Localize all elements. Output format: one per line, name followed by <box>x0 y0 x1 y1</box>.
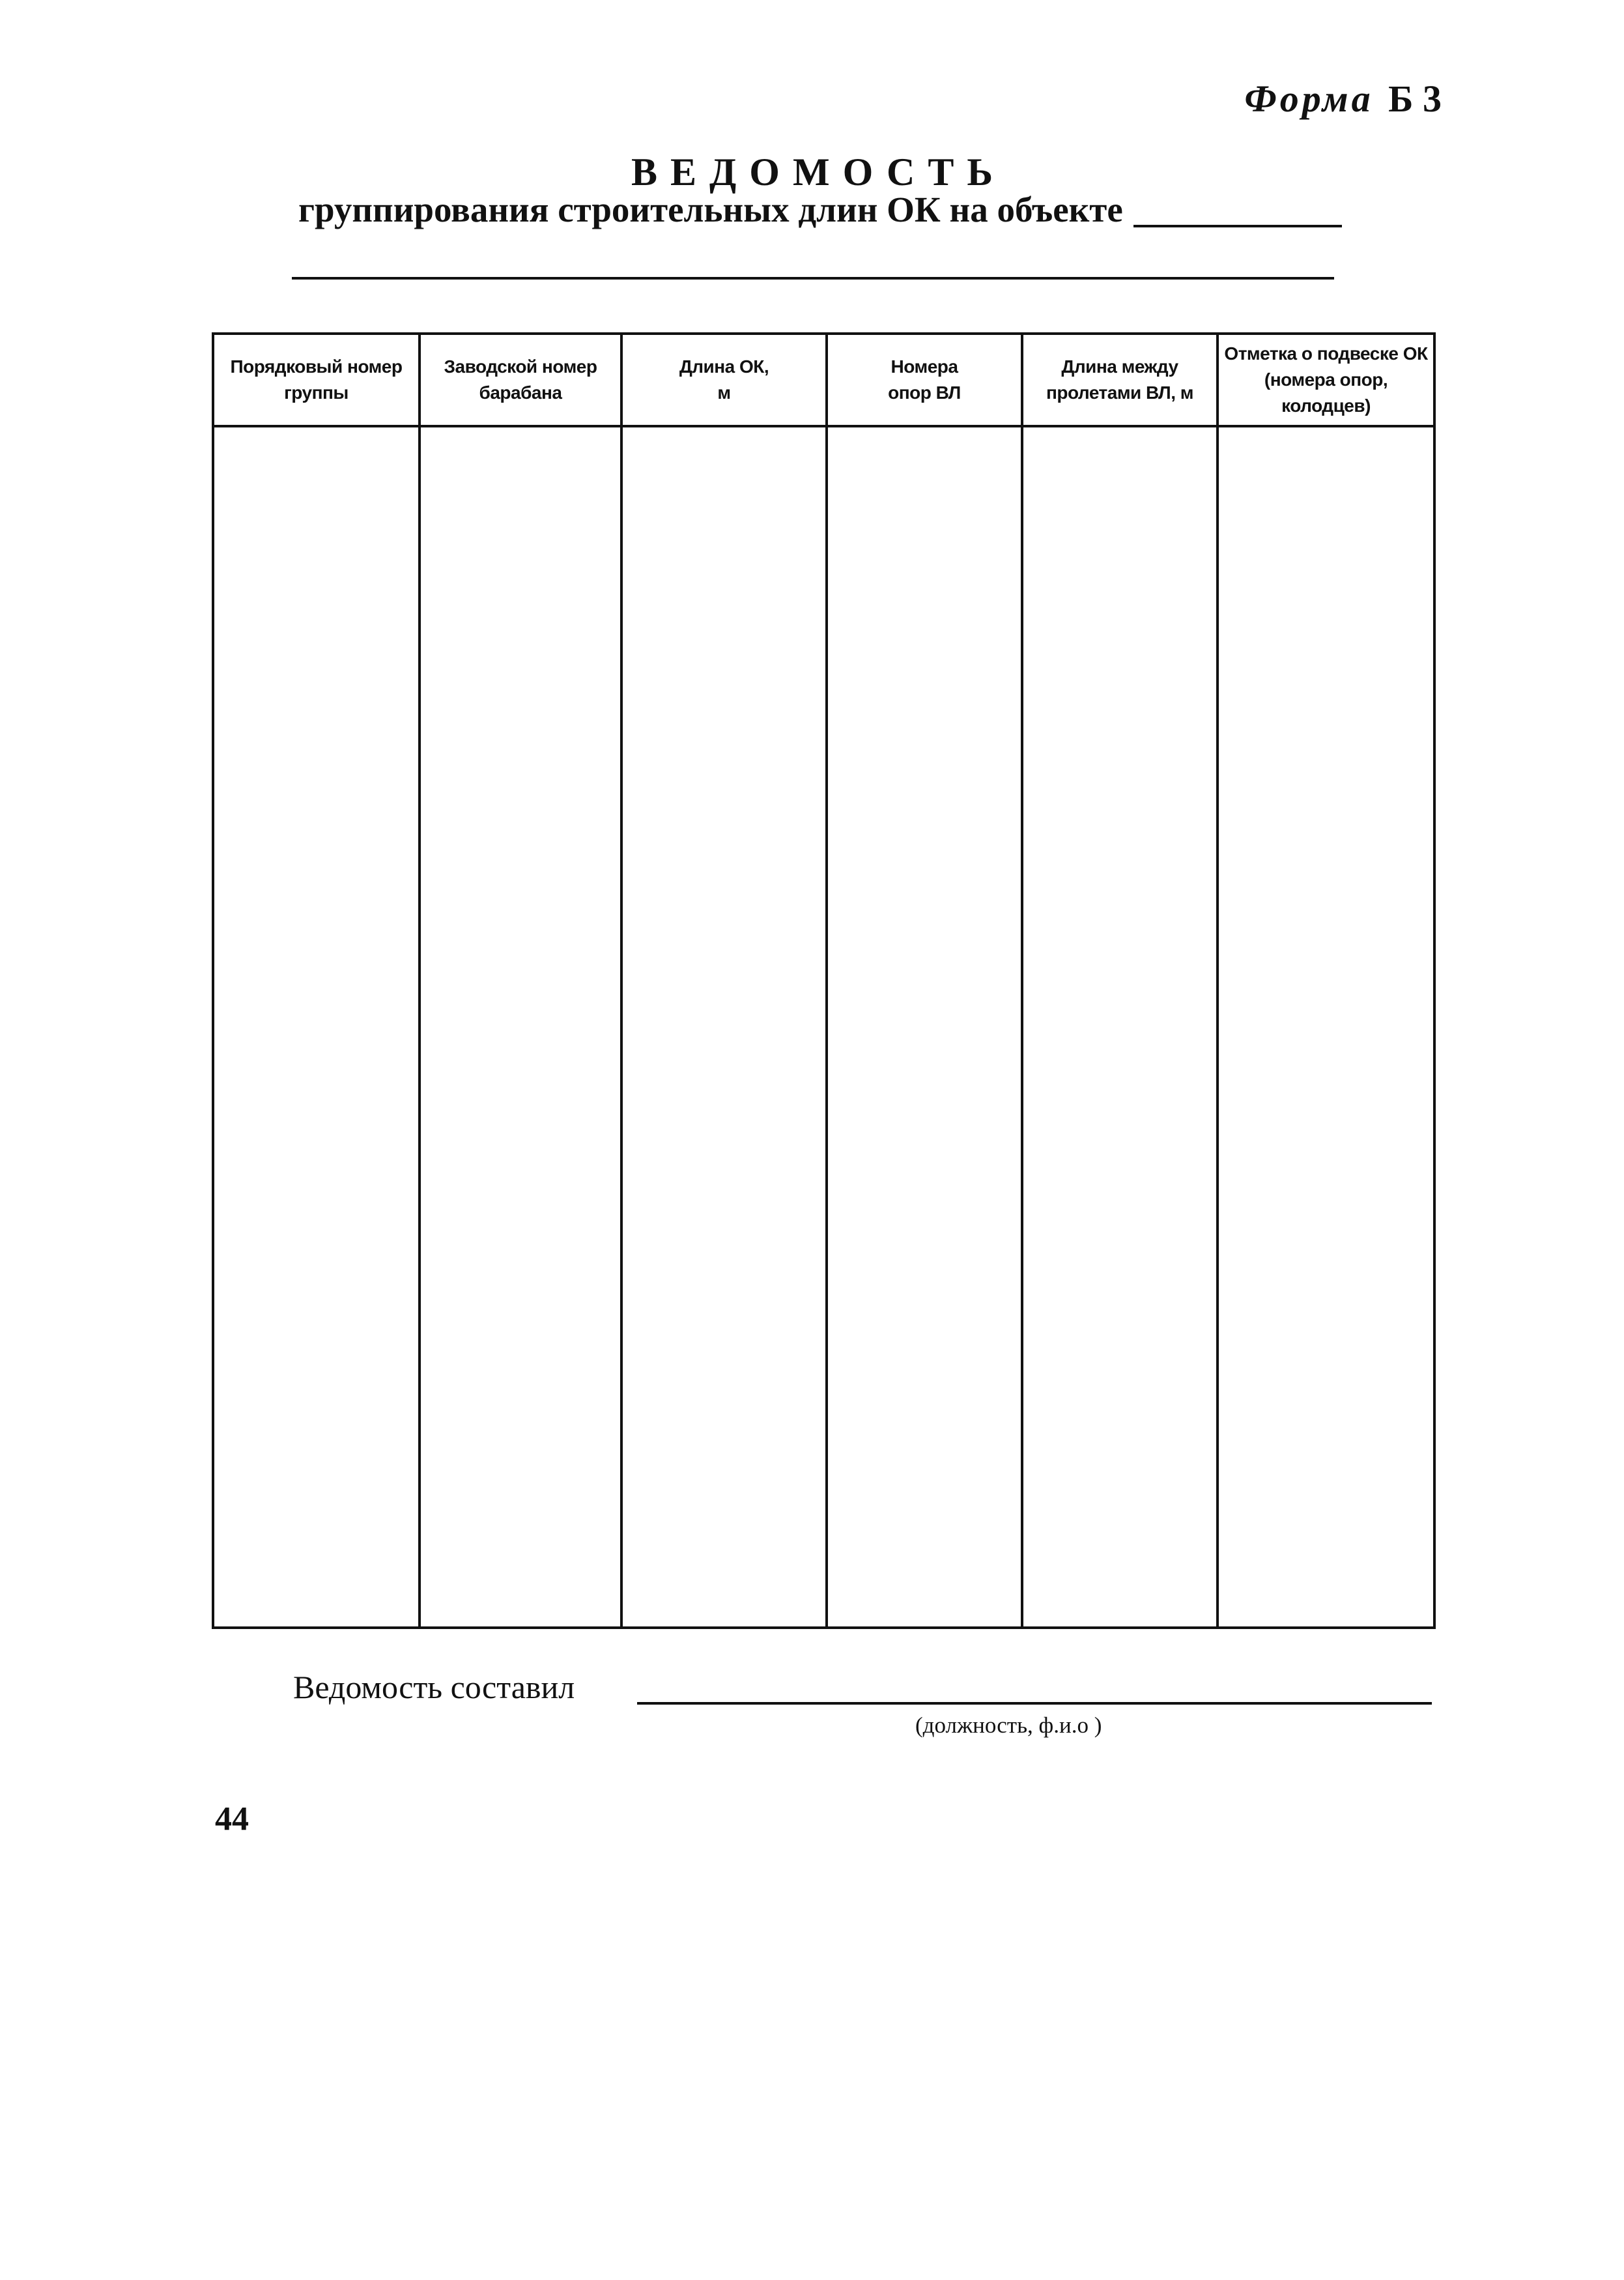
grouping-register-table <box>212 332 1436 1629</box>
form-label <box>1244 77 1442 121</box>
object-name-blank <box>1133 225 1342 227</box>
table-cell <box>621 426 827 1628</box>
column-header-cable-length: Длина ОК, м <box>621 334 827 426</box>
table-header-row <box>213 334 1434 426</box>
table-cell <box>827 426 1022 1628</box>
signature-label: Ведомость составил <box>293 1669 575 1705</box>
form-word: Форма <box>1244 78 1374 120</box>
signature-line <box>637 1702 1432 1705</box>
table-cell <box>1218 426 1434 1628</box>
signature-caption: (должность, ф.и.о ) <box>915 1712 1102 1738</box>
table-cell <box>420 426 621 1628</box>
document-title: ВЕДОМОСТЬ <box>631 151 1006 194</box>
column-header-span-length: Длина между пролетами ВЛ, м <box>1022 334 1218 426</box>
column-header-drum-number: Заводской номер барабана <box>420 334 621 426</box>
column-header-group-number: Порядковый номер группы <box>213 334 420 426</box>
column-header-pole-numbers: Номера опор ВЛ <box>827 334 1022 426</box>
page-number: 44 <box>215 1800 249 1838</box>
table-body-row <box>213 426 1434 1628</box>
column-header-suspension-mark: Отметка о подвеске ОК (номера опор, колодцев) <box>1218 334 1434 426</box>
document-subtitle: группирования строительных длин ОК на объекте <box>298 190 1123 229</box>
table-cell <box>1022 426 1218 1628</box>
form-code: Б 3 <box>1388 78 1442 120</box>
object-name-blank-continuation <box>292 277 1334 280</box>
table-cell <box>213 426 420 1628</box>
